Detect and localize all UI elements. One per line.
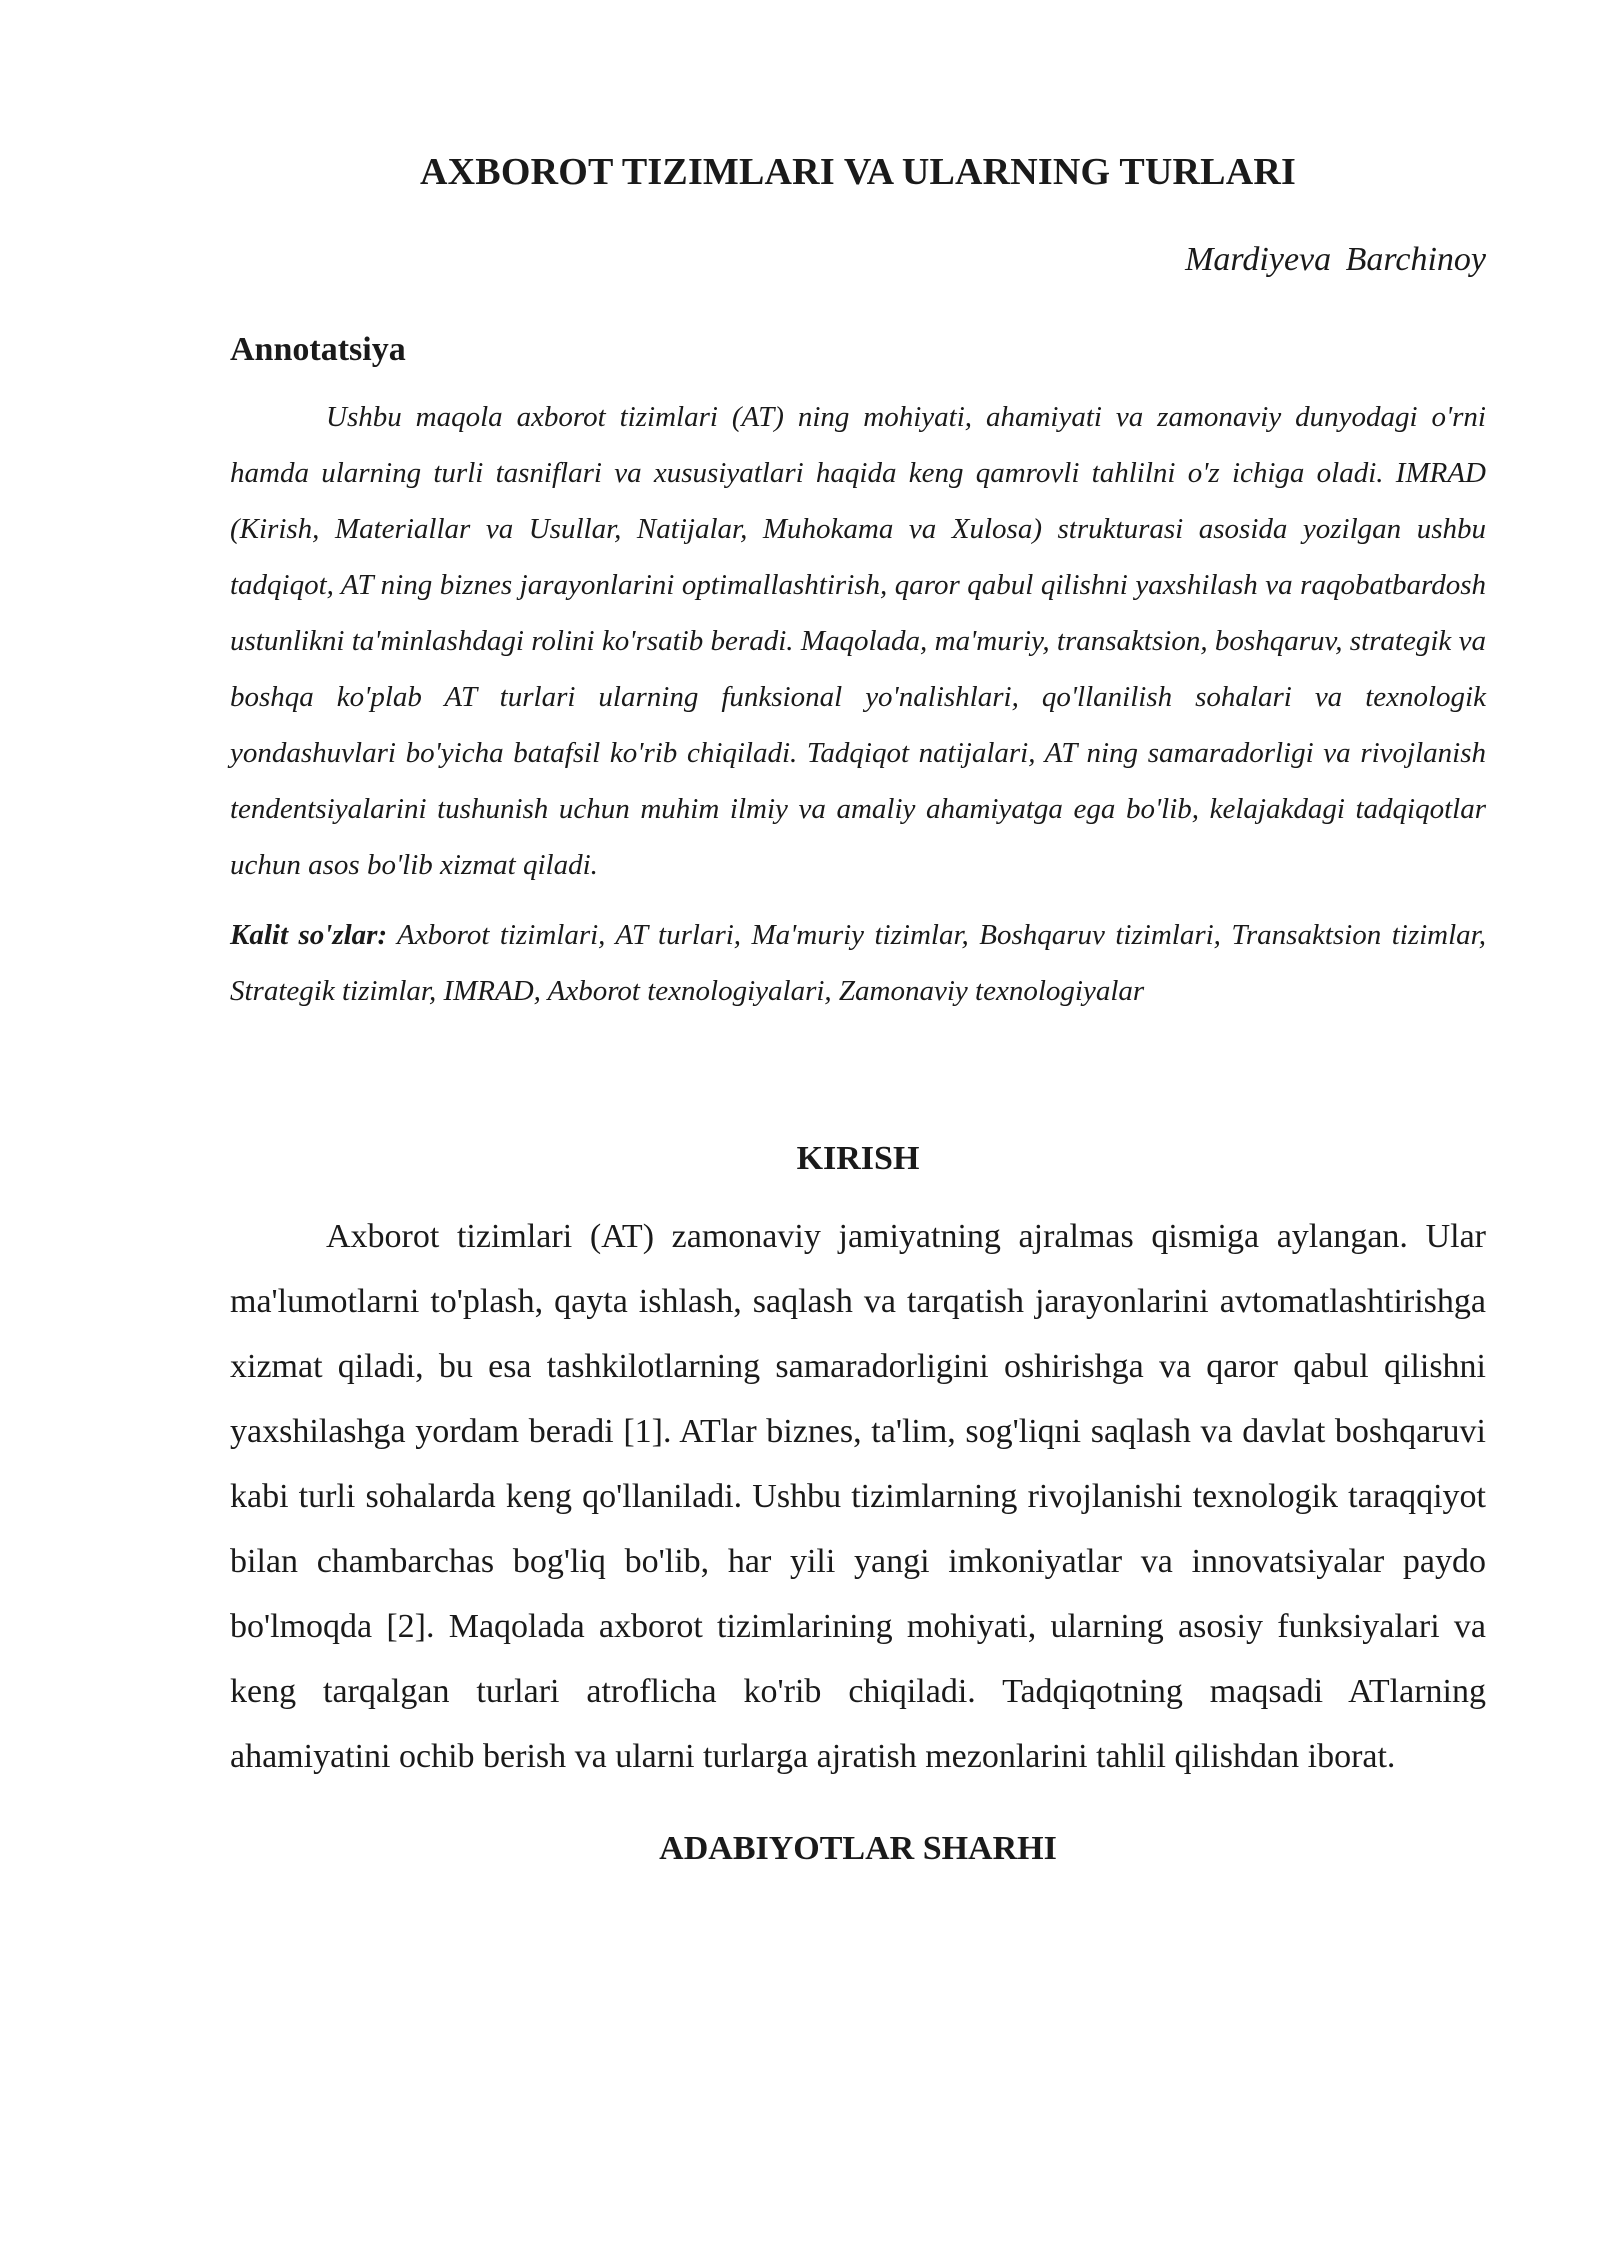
annotation-heading: Annotatsiya: [230, 331, 406, 369]
keywords-paragraph: [230, 907, 1486, 1019]
keywords-label: Kalit so'zlar:: [230, 919, 388, 952]
document-page: [230, 150, 1486, 1870]
section-heading-kirish: KIRISH: [796, 1140, 920, 1178]
section-heading-adabiyotlar: ADABIYOTLAR SHARHI: [659, 1829, 1057, 1867]
annotation-text: Ushbu maqola axborot tizimlari (AT) ning mohiyati, ahamiyati va zamonaviy dunyodagi o'rni hamda ularning turli tasniflari va xususiyatlari haqida keng qamrovli tahlilni o'z ichiga oladi. IMRAD (Kirish, Materiallar va Usullar, Natijalar, Muhokama va Xulosa) strukturasi asosida yozilgan ushbu tadqiqot, AT ning biznes jarayonlarini optimallashtirish, qaror qabul qilishni yaxshilash va raqobatbardosh ustunlikni ta'minlashdagi rolini ko'rsatib beradi. Maqolada, ma'muriy, transaktsion, boshqaruv, strategik va boshqa ko'plab AT turlari ularning funksional yo'nalishlari, qo'llanilish sohalari va texnologik yondashuvlari bo'yicha batafsil ko'rib chiqiladi. Tadqiqot natijalari, AT ning samaradorligi va rivojlanish tendentsiyalarini tushunish uchun muhim ilmiy va amaliy ahamiyatga ega bo'lib, kelajakdagi tadqiqotlar uchun asos bo'lib xizmat qiladi.: [230, 401, 1486, 882]
section-kirish-text: Axborot tizimlari (AT) zamonaviy jamiyatning ajralmas qismiga aylangan. Ular ma'lumotlarni to'plash, qayta ishlash, saqlash va tarqatish jarayonlarini avtomatlashtirishga xizmat qiladi, bu esa tashkilotlarning samaradorligini oshirishga va qaror qabul qilishni yaxshilashga yordam beradi [1]. ATlar biznes, ta'lim, sog'liqni saqlash va davlat boshqaruvi kabi turli sohalarda keng qo'llaniladi. Ushbu tizimlarning rivojlanishi texnologik taraqqiyot bilan chambarchas bog'liq bo'lib, har yili yangi imkoniyatlar va innovatsiyalar paydo bo'lmoqda [2]. Maqolada axborot tizimlarining mohiyati, ularning asosiy funksiyalari va keng tarqalgan turlari atroflicha ko'rib chiqiladi. Tadqiqotning maqsadi ATlarning ahamiyatini ochib berish va ularni turlarga ajratish mezonlarini tahlil qilishdan iborat.: [230, 1217, 1486, 1775]
keywords-text: Axborot tizimlari, AT turlari, Ma'muriy tizimlar, Boshqaruv tizimlari, Transaktsion tizimlar, Strategik tizimlar, IMRAD, Axborot texnologiyalari, Zamonaviy texnologiyalar: [230, 919, 1486, 1008]
author-name: Mardiyeva Barchinoy: [1185, 240, 1486, 278]
paper-title: AXBOROT TIZIMLARI VA ULARNING TURLARI: [420, 151, 1296, 193]
